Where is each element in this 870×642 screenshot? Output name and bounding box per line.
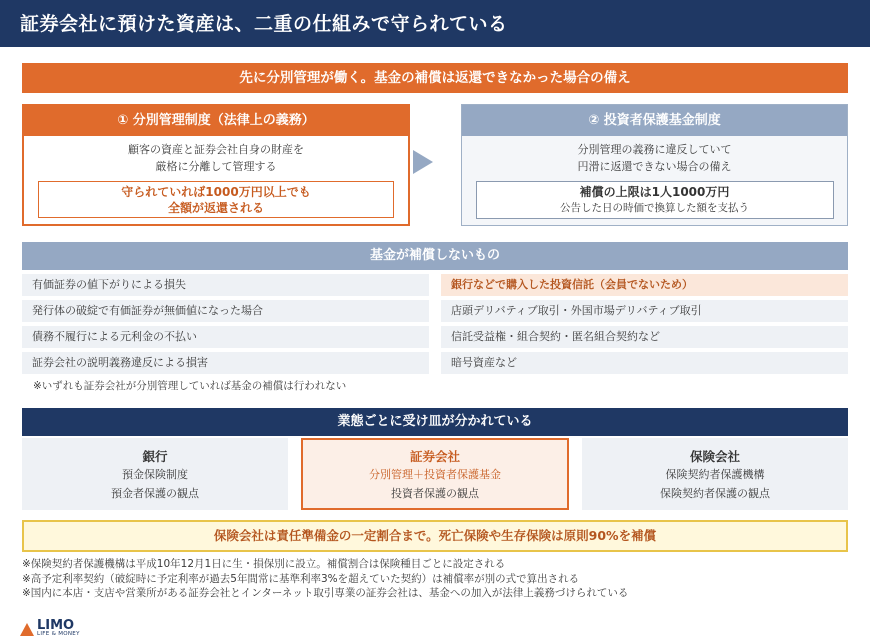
highlight-line: 全額が返還される: [167, 201, 264, 215]
securities-line: 投資者保護の観点: [391, 487, 479, 500]
securities-title: 証券会社: [409, 449, 460, 464]
industry-split-heading: 業態ごとに受け皿が分かれている: [22, 408, 848, 436]
footnotes: [22, 557, 628, 601]
insurance-title: 保険会社: [689, 449, 740, 464]
protection-fund-title: ② 投資者保護基金制度: [462, 105, 847, 136]
header-bar: [0, 0, 870, 47]
page-title: 証券会社に預けた資産は、二重の仕組みで守られている: [20, 13, 508, 35]
logo-tagline: LIFE & MONEY: [37, 631, 80, 637]
logo-triangle-icon: [20, 623, 34, 636]
highlight-line: 守られていれば1000万円以上でも: [121, 185, 311, 199]
protection-fund-desc: [462, 141, 847, 175]
right-arrow-icon: [413, 150, 433, 174]
desc-line: 分別管理の義務に違反していて: [577, 143, 732, 156]
insurance-card: [582, 438, 848, 510]
not-covered-item: 債務不履行による元利金の不払い: [22, 326, 429, 348]
not-covered-note: ※いずれも証券会社が分別管理していれば基金の補償は行われない: [33, 380, 347, 392]
bank-line: 預金保険制度: [122, 468, 188, 481]
limo-logo: [20, 620, 80, 638]
desc-line: 円滑に返還できない場合の備え: [577, 160, 732, 173]
summary-banner: 先に分別管理が働く。基金の補償は返還できなかった場合の備え: [22, 63, 848, 93]
logo-name: LIMO: [37, 618, 75, 633]
protection-limit-box: [476, 181, 834, 219]
segregation-highlight-box: [38, 181, 394, 218]
desc-line: 厳格に分離して管理する: [155, 160, 277, 173]
footnote: ※国内に本店・支店や営業所がある証券会社とインターネット取引専業の証券会社は、基金への加入が法律上義務づけられている: [22, 587, 629, 599]
not-covered-item: 証券会社の説明義務違反による損害: [22, 352, 429, 374]
segregation-system-desc: [24, 141, 408, 175]
not-covered-item: 有価証券の値下がりによる損失: [22, 274, 429, 296]
footnote: ※高予定利率契約（破綻時に予定利率が過去5年間常に基準利率3%を超えていた契約）は補償率が別の式で算出される: [22, 572, 580, 585]
protection-limit: 補償の上限は1人1000万円: [579, 185, 730, 199]
segregation-system-title: ① 分別管理制度（法律上の義務）: [24, 106, 408, 136]
insurance-line: 保険契約者保護の観点: [660, 487, 770, 500]
bank-card: [22, 438, 288, 510]
bank-title: 銀行: [142, 449, 168, 464]
insurance-coverage-bar: 保険会社は責任準備金の一定割合まで。死亡保険や生存保険は原則90%を補償: [22, 520, 848, 552]
securities-card: [301, 438, 569, 510]
not-covered-item-highlight: 銀行などで購入した投資信託（会員でないため）: [441, 274, 848, 296]
not-covered-item: 発行体の破綻で有価証券が無価値になった場合: [22, 300, 429, 322]
protection-limit-note: 公告した日の時価で換算した額を支払う: [560, 202, 749, 214]
footnote: ※保険契約者保護機構は平成10年12月1日に生・損保別に設立。補償割合は保険種目ごとに設定される: [22, 558, 506, 570]
segregation-system-box: [22, 104, 410, 226]
not-covered-item: 暗号資産など: [441, 352, 848, 374]
protection-fund-box: [461, 104, 848, 226]
securities-line: 分別管理＋投資者保護基金: [369, 468, 501, 481]
desc-line: 顧客の資産と証券会社自身の財産を: [128, 143, 304, 156]
not-covered-item: 信託受益権・組合契約・匿名組合契約など: [441, 326, 848, 348]
insurance-line: 保険契約者保護機構: [665, 468, 765, 481]
not-covered-item: 店頭デリバティブ取引・外国市場デリバティブ取引: [441, 300, 848, 322]
bank-line: 預金者保護の観点: [111, 487, 199, 500]
not-covered-heading: 基金が補償しないもの: [22, 242, 848, 270]
